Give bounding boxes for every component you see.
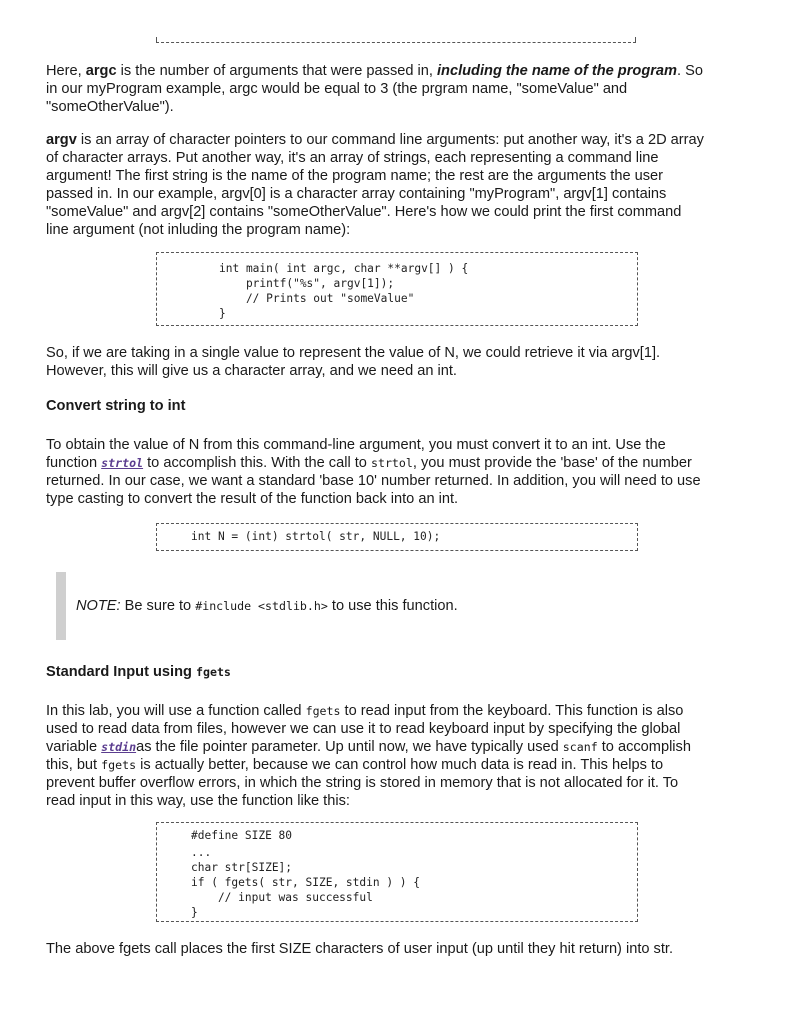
code-line: int main( int argc, char **argv[] ) { <box>219 262 469 275</box>
text-line: In this lab, you will use a function called fgets to read input from the keyboard. This function is also <box>46 703 684 719</box>
text-line: However, this will give us a character array, and we need an int. <box>46 363 457 379</box>
code-line: } <box>191 906 198 919</box>
stdin-link[interactable]: stdin <box>101 740 137 754</box>
paragraph-fgets <box>46 702 761 810</box>
code-line: } <box>219 307 226 320</box>
text-line: line argument (not inluding the program name): <box>46 222 351 238</box>
text-line: prevent buffer overflow errors, in which the string is stored in memory that is not allocated for it. To <box>46 775 679 791</box>
code-line: // Prints out "someValue" <box>219 292 415 305</box>
text-line: "someValue" and argv[2] contains "someOtherValue". Here's how we could print the first command <box>46 204 682 220</box>
paragraph-argv <box>46 131 761 239</box>
text-line: this, but fgets is actually better, because we can control how much data is read in. This helps to <box>46 757 664 773</box>
text-line: "someOtherValue"). <box>46 99 174 115</box>
note-label: NOTE: <box>76 598 121 614</box>
text-line: argv is an array of character pointers to our command line arguments: put another way, it's a 2D array <box>46 132 704 148</box>
text-line: of character arrays. Put another way, it's an array of strings, each representing a command line <box>46 150 659 166</box>
heading-standard-input: Standard Input using fgets <box>46 664 231 680</box>
text-line: in our myProgram example, argc would be equal to 3 (the prgram name, "someValue" and <box>46 81 628 97</box>
code-box-top-edge <box>156 42 636 43</box>
text-line: read input in this way, use the function like this: <box>46 793 350 809</box>
code-line: int N = (int) strtol( str, NULL, 10); <box>191 530 441 543</box>
code-line: #define SIZE 80 <box>191 829 293 842</box>
heading-convert-string: Convert string to int <box>46 398 186 414</box>
text-line: passed in. In our example, argv[0] is a character array containing "myProgram", argv[1] contains <box>46 186 667 202</box>
note-include-stdlib: NOTE: Be sure to #include <stdlib.h> to use this function. <box>76 598 458 614</box>
text-line: function strtol to accomplish this. With the call to strtol, you must provide the 'base' of the number <box>46 455 692 471</box>
text-line: So, if we are taking in a single value to represent the value of N, we could retrieve it via argv[1]. <box>46 345 661 361</box>
code-block-fgets <box>156 822 638 922</box>
paragraph-retrieve-n <box>46 344 761 380</box>
paragraph-fgets-result <box>46 940 761 958</box>
code-line: if ( fgets( str, SIZE, stdin ) ) { <box>191 876 421 889</box>
text-line: argument! The first string is the name of the program name; the rest are the arguments the user <box>46 168 664 184</box>
code-line: char str[SIZE]; <box>191 861 293 874</box>
code-line: // input was successful <box>191 891 373 904</box>
note-sidebar <box>56 572 66 640</box>
code-block-main <box>156 252 638 326</box>
text-line: variable stdinas the file pointer parameter. Up until now, we have typically used scanf to accomplish <box>46 739 691 755</box>
code-block-strtol <box>156 523 638 551</box>
text-line: type casting to convert the result of the function back into an int. <box>46 491 459 507</box>
text-line: The above fgets call places the first SIZE characters of user input (up until they hit return) into str. <box>46 941 674 957</box>
paragraph-argc <box>46 62 761 116</box>
paragraph-strtol <box>46 436 761 508</box>
text-line: Here, argc is the number of arguments that were passed in, including the name of the program. So <box>46 63 703 79</box>
code-line: ... <box>191 846 212 859</box>
text-line: used to read data from files, however we can use it to read keyboard input by specifying the global <box>46 721 681 737</box>
strtol-link[interactable]: strtol <box>101 456 144 470</box>
text-line: To obtain the value of N from this command-line argument, you must convert it to an int. Use the <box>46 437 666 453</box>
text-line: returned. In our case, we want a standard 'base 10' number returned. In addition, you will need to use <box>46 473 701 489</box>
code-line: printf("%s", argv[1]); <box>219 277 395 290</box>
